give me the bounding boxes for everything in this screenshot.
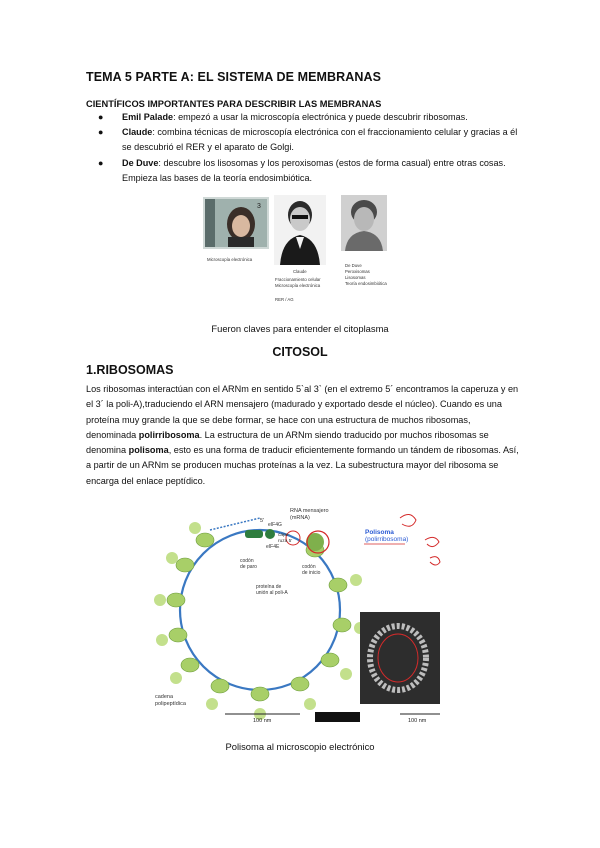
- scientist-name: De Duve: [122, 157, 159, 168]
- palade-stamp-photo: [203, 197, 269, 249]
- bullet-icon: ●: [98, 157, 104, 168]
- section-title: CITOSOL: [272, 345, 328, 359]
- term-polirribosoma: polirribosoma: [138, 429, 200, 440]
- codon-stop-label-1: codón: [240, 558, 254, 564]
- body-paragraph: [86, 382, 522, 489]
- deduve-portrait-photo: [341, 195, 387, 251]
- ribosome-group: [167, 533, 351, 701]
- photos-caption: Fueron claves para entender el citoplasma: [211, 323, 389, 334]
- palade-caption: Microscopía electrónica: [207, 257, 253, 262]
- subsection-title: 1.RIBOSOMAS: [86, 363, 174, 377]
- claude-caption-2: Microscopía electrónica: [275, 283, 321, 288]
- codon-start-label-2: de inicio: [302, 570, 321, 576]
- mrna-label-2: (mRNA): [290, 515, 310, 521]
- polya-label-1: proteína de: [256, 584, 282, 590]
- claude-caption-3: RER / AG: [275, 297, 294, 302]
- five-prime-label: 5': [260, 518, 265, 524]
- scale-label-left: 100 nm: [253, 718, 272, 724]
- deduve-name: De Duve: [345, 263, 362, 268]
- polya-label-2: unión al poli-A: [256, 590, 288, 596]
- claude-portrait-photo: [274, 195, 326, 265]
- polisoma-label-1: Polisoma: [365, 529, 394, 536]
- scientist-desc: : descubre los lisosomas y los peroxisomas (estos de forma casual) entre otras cosas. Empieza las bases de la teoría endosimbiótica.: [122, 157, 506, 183]
- list-item: [86, 125, 526, 155]
- chain-label-2: polipeptídica: [155, 701, 186, 707]
- list-item: [86, 156, 526, 186]
- mrna-label-1: RNA mensajero: [290, 508, 329, 514]
- polisoma-label-2: (polirribosoma): [365, 536, 409, 543]
- scientist-name: Emil Palade: [122, 112, 174, 122]
- cap-label-1: cape-: [278, 533, 290, 538]
- scientist-name: Claude: [122, 127, 153, 138]
- term-polisoma: polisoma: [128, 445, 169, 456]
- polysome-diagram: [150, 500, 450, 735]
- chain-label-1: cadena: [155, 694, 174, 700]
- paragraph-text: . La estructura de un ARNm siendo traducido por muchos ribosomas se denomina: [86, 429, 489, 456]
- deduve-caption-1: Peroxisomas: [345, 269, 370, 274]
- claude-caption-1: Fraccionamiento celular: [275, 277, 321, 282]
- scientist-desc: : empezó a usar la microscopía electrónica y puede descubrir ribosomas.: [173, 112, 468, 122]
- stamp-value: 3: [257, 203, 261, 210]
- eif4g-label: eIF4G: [268, 522, 282, 528]
- claude-name: Claude: [293, 269, 307, 274]
- codon-stop-label-2: de paro: [240, 564, 257, 570]
- bullet-icon: ●: [98, 112, 104, 122]
- paragraph-text: , esto es una forma de traducir eficientemente formando un tándem de ribosomas. Así, a partir de un ARNm se producen muchas proteínas a la vez. La subestructura mayor del ribosoma se encarga del enlace peptídico.: [86, 445, 519, 486]
- paragraph-text: Los ribosomas interactúan con el ARNm en sentido 5`al 3` (en el extremo 5´ encontramos la caperuza y en el 3´ la poli-A),traduciendo el ARN mensajero (madurado y exportado desde el núcleo). Cuando es una proteína muy grande la que se debe formar, se hace con una estructura de muchos ribosomas, denominada: [86, 384, 519, 440]
- deduve-caption-3: Teoría endosimbiótica: [345, 281, 387, 286]
- deduve-caption-2: Lisosomas: [345, 275, 366, 280]
- eif4e-label: eIF4E: [266, 544, 280, 550]
- figure-caption: Polisoma al microscopio electrónico: [225, 741, 375, 752]
- page-title: TEMA 5 PARTE A: EL SISTEMA DE MEMBRANAS: [86, 70, 382, 84]
- scientist-desc: : combina técnicas de microscopía electrónica con el fraccionamiento celular y gracias a él se descubrió el RER y el aparato de Golgi.: [122, 127, 518, 153]
- scientists-list: [86, 110, 526, 186]
- bullet-icon: ●: [98, 127, 104, 138]
- cap-label-2: ruza 5': [278, 539, 293, 544]
- codon-start-label-1: codón: [302, 564, 316, 570]
- section-subtitle: CIENTÍFICOS IMPORTANTES PARA DESCRIBIR LAS MEMBRANAS: [86, 99, 382, 109]
- list-item: [86, 110, 526, 125]
- scale-label-right: 100 nm: [408, 718, 427, 724]
